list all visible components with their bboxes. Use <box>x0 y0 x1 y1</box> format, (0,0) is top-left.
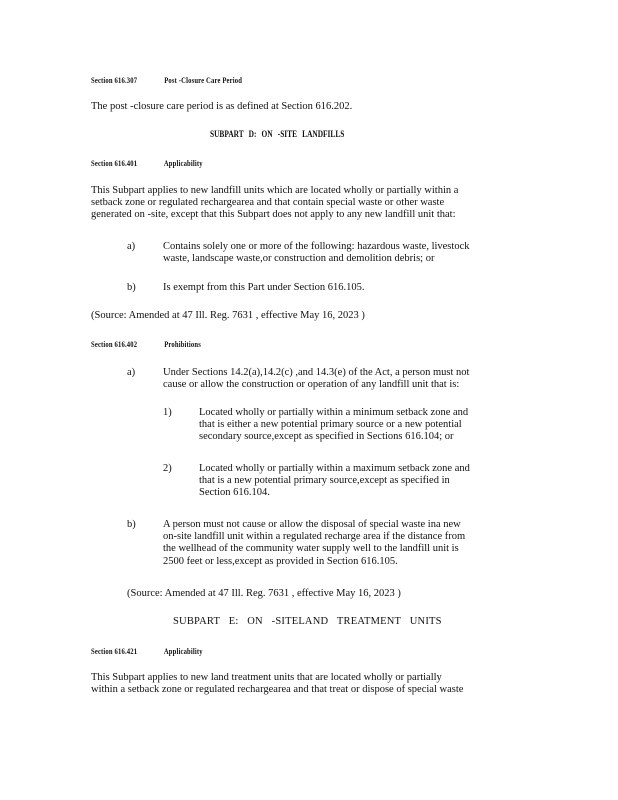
paragraph-line: This Subpart applies to new land treatment units that are located wholly or partially <box>91 672 442 683</box>
item-label: b) <box>127 282 136 293</box>
section-heading-text: Section 616.421 <box>91 646 138 656</box>
paragraph-line: This Subpart applies to new landfill units which are located wholly or partially within a <box>91 185 459 196</box>
subpart-d-heading: SUBPART D: ON -SITE LANDFILLS <box>210 129 345 139</box>
item-line: that is a new potential primary source,except as specified in <box>199 475 450 487</box>
source-note-401: (Source: Amended at 47 Ill. Reg. 7631 , effective May 16, 2023 ) <box>91 310 365 321</box>
section-heading-text: Section 616.307 <box>91 75 138 85</box>
section-heading-616-401 <box>91 158 203 168</box>
paragraph-616-421 <box>91 672 463 696</box>
item-line: 2500 feet or less,except as provided in Section 616.105. <box>163 555 398 567</box>
item-line: that is either a new potential primary source or a new potential <box>199 419 462 431</box>
item-label: a) <box>127 367 136 378</box>
paragraph-line: generated on -site, except that this Subpart does not apply to any new landfill unit that: <box>91 209 456 221</box>
item-401-a <box>163 241 469 265</box>
item-line: waste, landscape waste,or construction and demolition debris; or <box>163 253 435 265</box>
item-line: cause or allow the construction or operation of any landfill unit that is: <box>163 379 460 391</box>
section-heading-616-402 <box>91 339 201 349</box>
paragraph-line: setback zone or regulated rechargearea and that contain special waste or other waste <box>91 197 445 209</box>
section-heading-text: Section 616.402 <box>91 339 138 349</box>
item-line: Contains solely one or more of the following: hazardous waste, livestock <box>163 241 470 252</box>
item-line: Under Sections 14.2(a),14.2(c) ,and 14.3(e) of the Act, a person must not <box>163 367 470 378</box>
item-label: 2) <box>163 463 172 474</box>
paragraph-616-401 <box>91 185 513 222</box>
section-heading-616-421 <box>91 646 203 656</box>
item-label: b) <box>127 519 136 530</box>
item-401-b: Is exempt from this Part under Section 616.105. <box>163 282 365 293</box>
item-402-b <box>163 519 465 568</box>
section-title: Applicability <box>163 158 203 168</box>
paragraph-616-307: The post -closure care period is as defined at Section 616.202. <box>91 101 353 112</box>
section-title: Prohibitions <box>164 339 201 349</box>
paragraph-line: within a setback zone or regulated rechargearea and that treat or dispose of special waste <box>91 684 464 696</box>
item-402-a-2 <box>199 463 470 500</box>
item-line: on-site landfill unit within a regulated recharge area if the distance from <box>163 531 466 543</box>
subpart-e-heading: SUBPART E: ON -SITELAND TREATMENT UNITS <box>173 616 442 627</box>
item-label: 1) <box>163 407 172 418</box>
item-line: the wellhead of the community water supply well to the landfill unit is <box>163 543 459 555</box>
item-line: secondary source,except as specified in Sections 616.104; or <box>199 431 454 443</box>
section-heading-616-307 <box>91 75 242 85</box>
section-title: Applicability <box>163 646 203 656</box>
item-402-a <box>163 367 469 391</box>
item-line: Section 616.104. <box>199 487 270 499</box>
source-note-402: (Source: Amended at 47 Ill. Reg. 7631 , effective May 16, 2023 ) <box>127 588 401 599</box>
item-402-a-1 <box>199 407 468 444</box>
item-line: Located wholly or partially within a minimum setback zone and <box>199 407 469 418</box>
item-line: A person must not cause or allow the disposal of special waste ina new <box>163 519 461 530</box>
item-label: a) <box>127 241 136 252</box>
section-heading-text: Section 616.401 <box>91 158 138 168</box>
section-title: Post -Closure Care Period <box>164 75 243 85</box>
item-line: Located wholly or partially within a maximum setback zone and <box>199 463 470 474</box>
